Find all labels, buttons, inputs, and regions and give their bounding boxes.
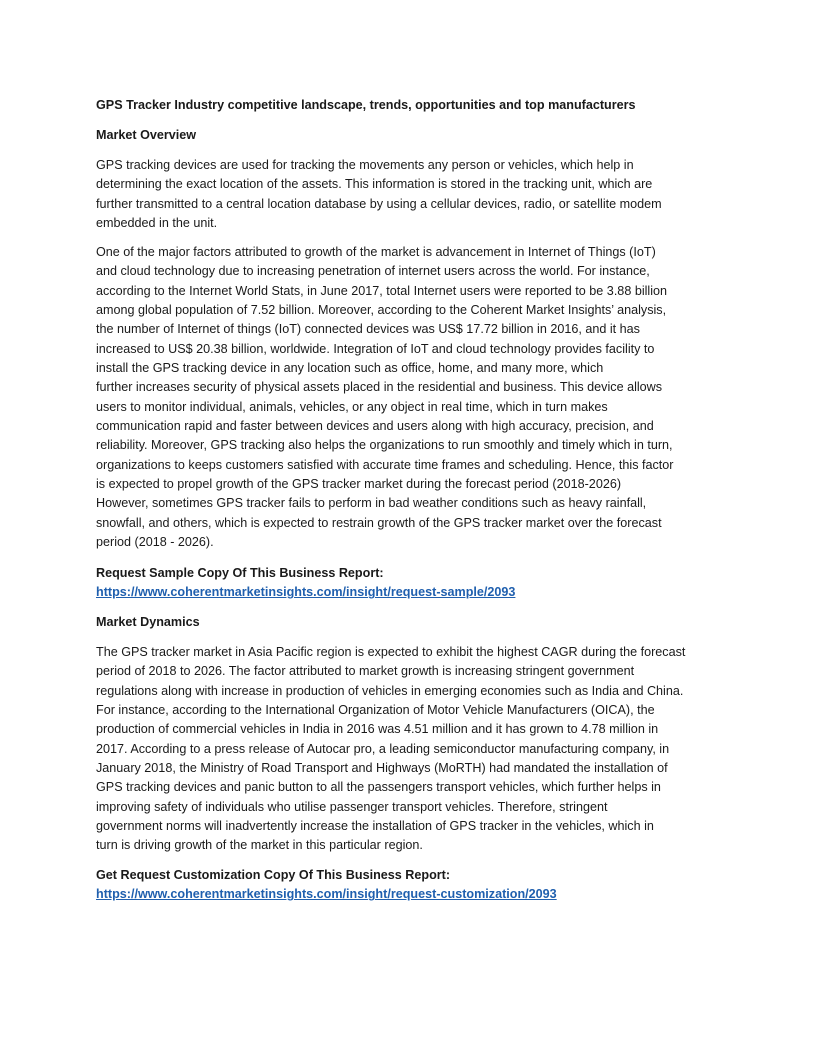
paragraph-line: For instance, according to the International Organization of Motor Vehicle Manufacturers (OICA), the <box>96 703 655 718</box>
sample-request-label: Request Sample Copy Of This Business Report: <box>96 566 384 580</box>
paragraph-line: 2017. According to a press release of Autocar pro, a leading semiconductor manufacturing company, in <box>96 741 670 756</box>
customization-request-label: Get Request Customization Copy Of This Business Report: <box>96 868 451 882</box>
sample-request-link[interactable]: https://www.coherentmarketinsights.com/insight/request-sample/2093 <box>96 585 516 600</box>
paragraph-line: and cloud technology due to increasing penetration of internet users across the world. For instance, <box>96 264 650 279</box>
paragraph-line: is expected to propel growth of the GPS tracker market during the forecast period (2018-2026) <box>96 477 622 492</box>
paragraph-line: communication rapid and faster between devices and users along with high accuracy, precision, and <box>96 419 654 434</box>
paragraph-line: turn is driving growth of the market in this particular region. <box>96 838 423 853</box>
paragraph-line: further increases security of physical assets placed in the residential and business. This device allows <box>96 380 663 395</box>
paragraph-line: reliability. Moreover, GPS tracking also helps the organizations to run smoothly and timely which in turn, <box>96 438 673 453</box>
paragraph-line: snowfall, and others, which is expected to restrain growth of the GPS tracker market over the forecast <box>96 515 662 530</box>
paragraph-line: the number of Internet of things (IoT) connected devices was US$ 17.72 billion in 2016, and it has <box>96 322 640 337</box>
dynamics-heading-block <box>96 613 736 632</box>
paragraph-line: period of 2018 to 2026. The factor attributed to market growth is increasing stringent government <box>96 664 635 679</box>
paragraph-line: January 2018, the Ministry of Road Transport and Highways (MoRTH) had mandated the installation of <box>96 761 668 776</box>
paragraph-dynamics <box>96 643 736 856</box>
overview-heading-block <box>96 126 736 145</box>
paragraph-line: according to the Internet World Stats, in June 2017, total Internet users were reported to be 3.88 billion <box>96 283 668 298</box>
customization-request-block <box>96 866 736 905</box>
paragraph-line: determining the exact location of the assets. This information is stored in the tracking unit, which are <box>96 177 653 192</box>
customization-request-link[interactable]: https://www.coherentmarketinsights.com/insight/request-customization/2093 <box>96 887 557 902</box>
paragraph-line: increased to US$ 20.38 billion, worldwide. Integration of IoT and cloud technology provides facility to <box>96 341 655 356</box>
paragraph-line: The GPS tracker market in Asia Pacific region is expected to exhibit the highest CAGR during the forecast <box>96 645 686 659</box>
dynamics-heading: Market Dynamics <box>96 615 200 629</box>
paragraph-line: GPS tracking devices and panic button to all the passengers transport vehicles, which further helps in <box>96 780 661 795</box>
paragraph-line: embedded in the unit. <box>96 216 218 231</box>
sample-request-block <box>96 564 736 603</box>
paragraph-line: regulations along with increase in production of vehicles in emerging economies such as India and China. <box>96 683 684 698</box>
paragraph-line: One of the major factors attributed to growth of the market is advancement in Internet of Things (IoT) <box>96 245 656 259</box>
paragraph-line: organizations to keeps customers satisfied with accurate time frames and scheduling. Hence, this factor <box>96 457 674 472</box>
paragraph-line: users to monitor individual, animals, vehicles, or any object in real time, which in turn makes <box>96 399 608 414</box>
paragraph-line: However, sometimes GPS tracker fails to perform in bad weather conditions such as heavy rainfall, <box>96 496 647 511</box>
paragraph-overview <box>96 156 736 233</box>
paragraph-line: among global population of 7.52 billion. Moreover, according to the Coherent Market Insights’ analysis, <box>96 303 667 318</box>
paragraph-line: GPS tracking devices are used for tracking the movements any person or vehicles, which help in <box>96 158 634 172</box>
paragraph-growth-factors <box>96 243 736 553</box>
paragraph-line: improving safety of individuals who utilise passenger transport vehicles. Therefore, stringent <box>96 799 608 814</box>
paragraph-line: period (2018 - 2026). <box>96 535 214 550</box>
overview-heading: Market Overview <box>96 128 197 142</box>
document-title: GPS Tracker Industry competitive landscape, trends, opportunities and top manufacturers <box>96 98 636 112</box>
paragraph-line: production of commercial vehicles in India in 2016 was 4.51 million and it has grown to 4.78 million in <box>96 722 659 737</box>
document-title-block <box>96 96 736 115</box>
paragraph-line: further transmitted to a central location database by using a cellular devices, radio, or satellite modem <box>96 196 662 211</box>
paragraph-line: government norms will inadvertently increase the installation of GPS tracker in the vehicles, which in <box>96 819 654 834</box>
paragraph-line: install the GPS tracking device in any location such as office, home, and many more, which <box>96 361 604 376</box>
